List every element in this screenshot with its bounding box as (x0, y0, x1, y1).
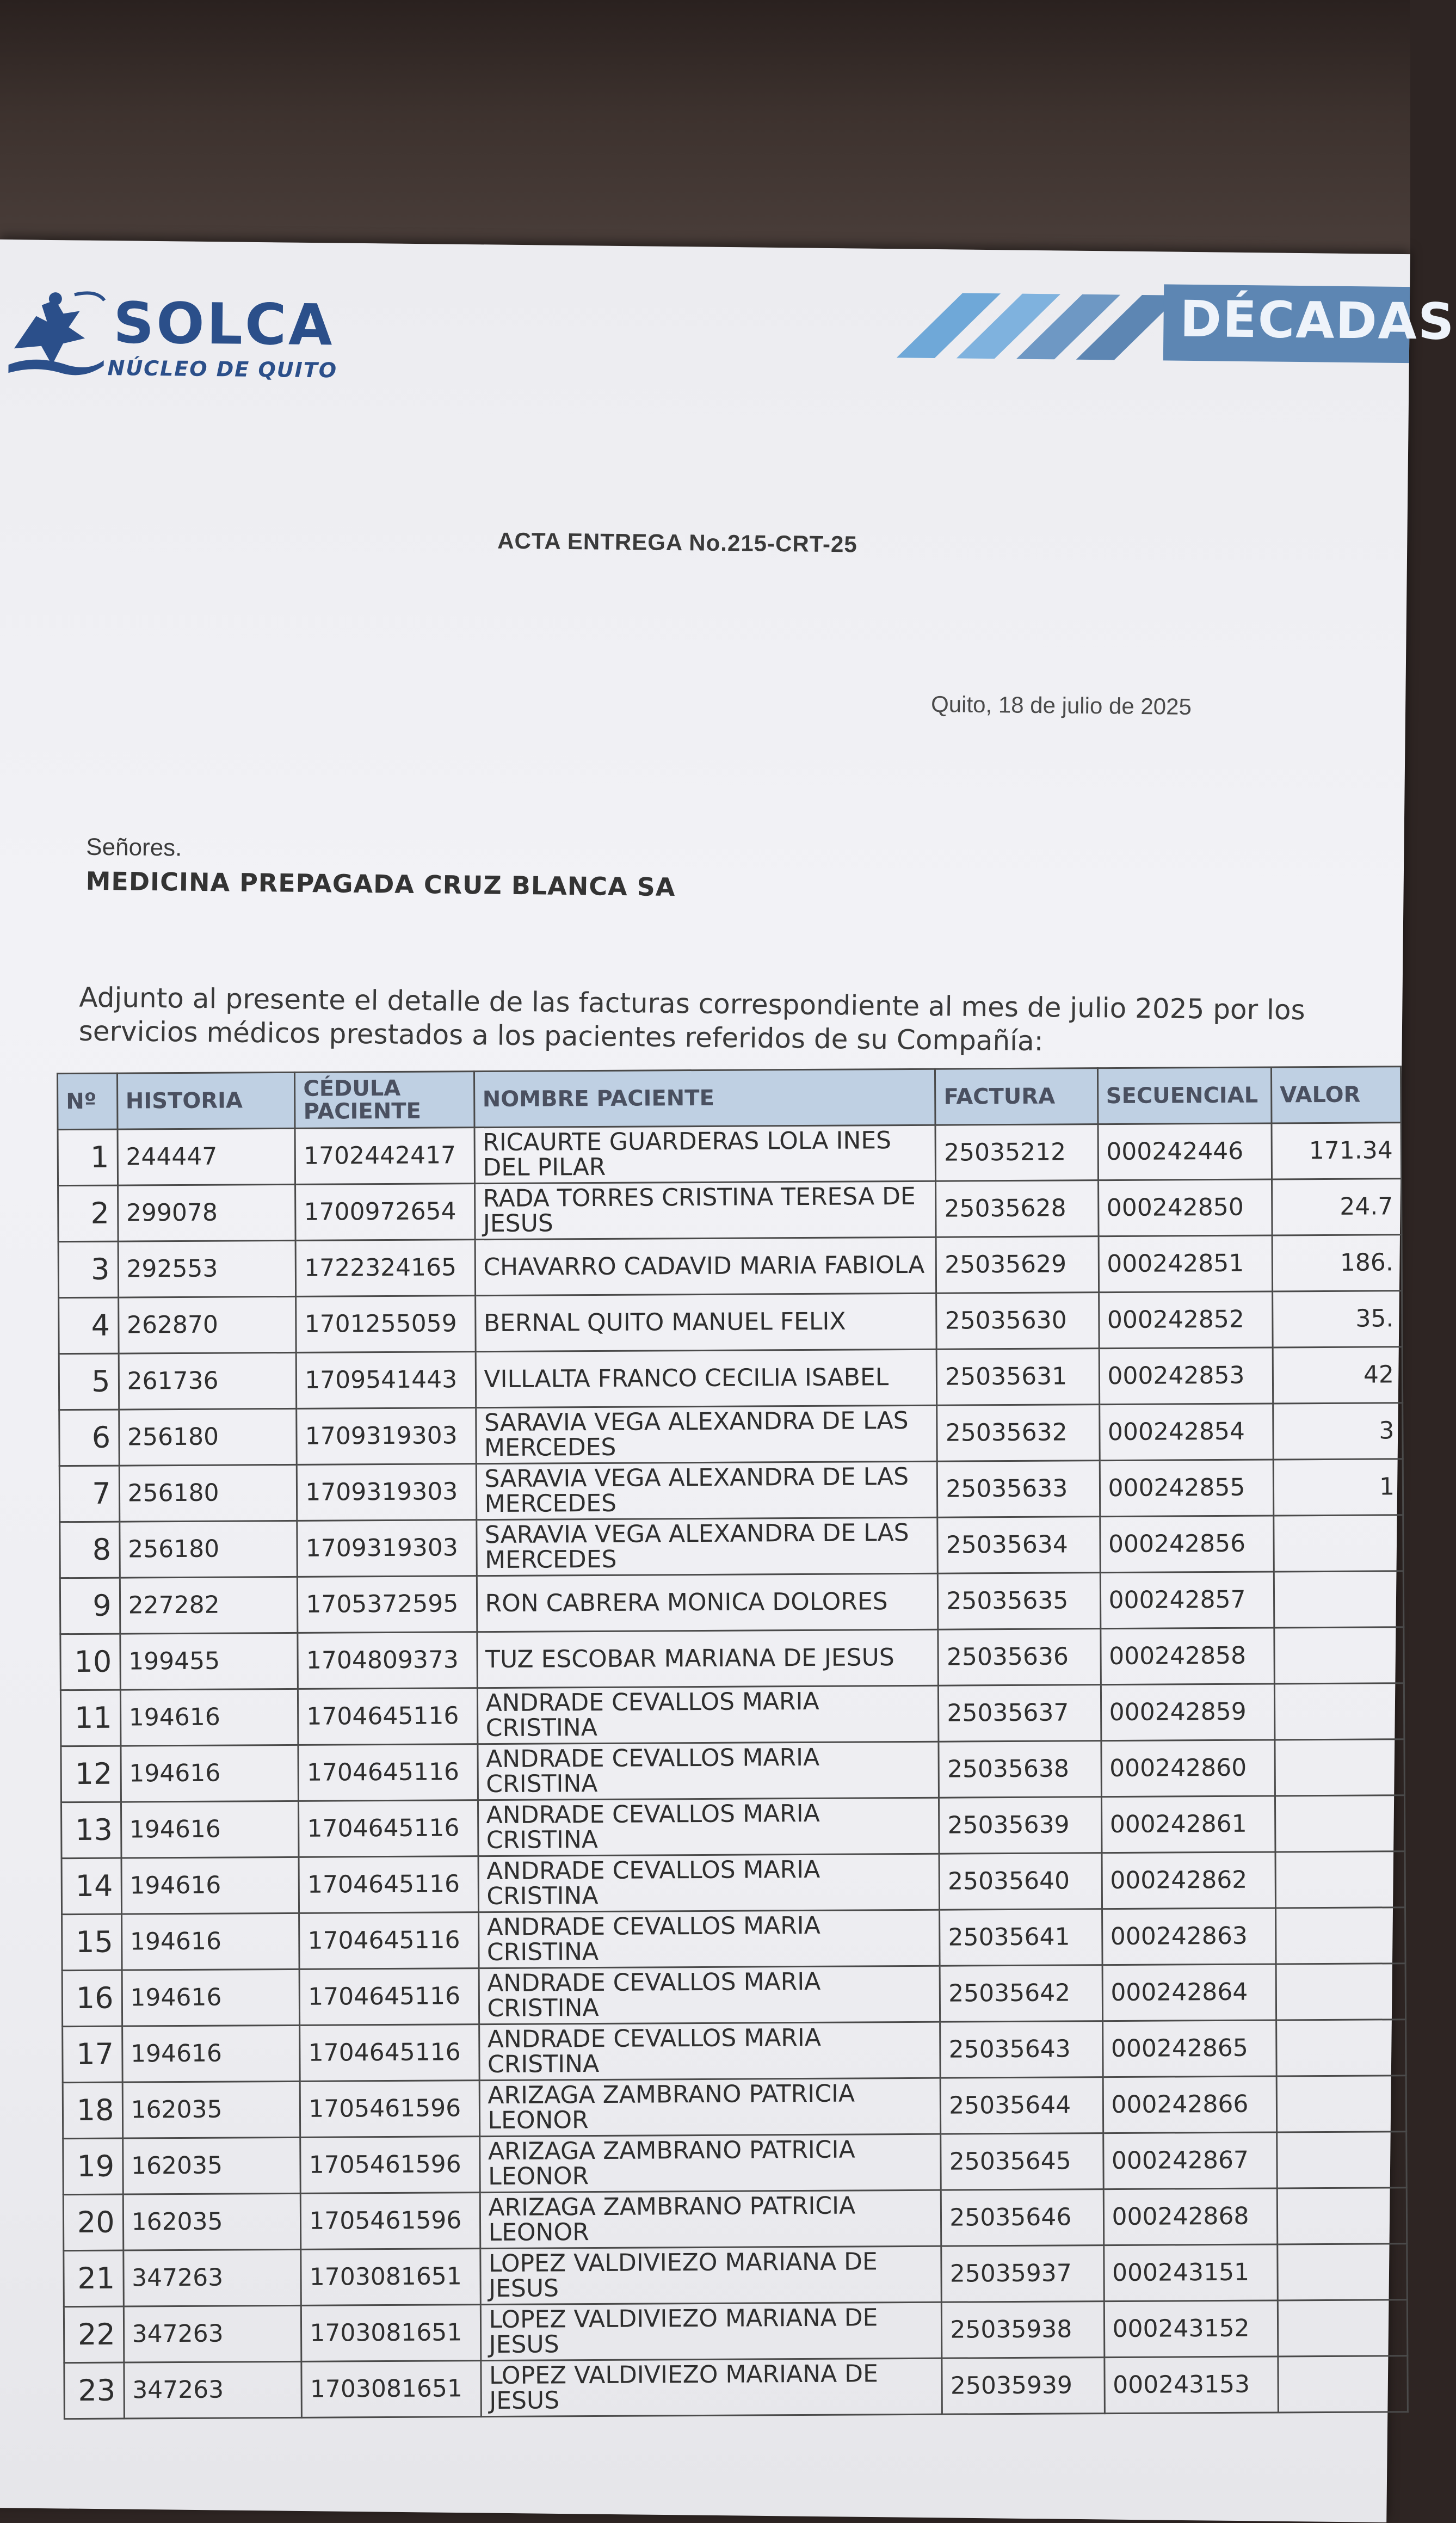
table-row (60, 1683, 1404, 1746)
cell-factura: 25035628 (936, 1180, 1099, 1238)
cell-secuencial: 000242863 (1102, 1908, 1276, 1965)
cell-num: 13 (61, 1802, 121, 1859)
cell-historia: 244447 (118, 1128, 295, 1185)
cell-cedula: 1705461596 (300, 2081, 479, 2138)
recipient: MEDICINA PREPAGADA CRUZ BLANCA SA (85, 866, 676, 902)
cell-cedula: 1705461596 (300, 2137, 480, 2194)
cell-cedula: 1704645116 (299, 1800, 478, 1857)
cell-secuencial: 000242446 (1098, 1123, 1272, 1180)
cell-cedula: 1702442417 (295, 1128, 474, 1185)
cell-valor (1276, 2020, 1406, 2076)
cell-nombre: VILLALTA FRANCO CECILIA ISABEL (476, 1349, 937, 1407)
cell-factura: 25035638 (939, 1741, 1101, 1798)
table-row (61, 1795, 1405, 1859)
table-row (58, 1235, 1402, 1298)
cell-secuencial: 000242853 (1099, 1347, 1273, 1405)
cell-cedula: 1704645116 (298, 1744, 478, 1801)
cell-historia: 347263 (124, 2361, 301, 2419)
header-num: Nº (57, 1073, 117, 1130)
cell-num: 9 (60, 1578, 120, 1634)
cell-historia: 194616 (122, 2025, 300, 2082)
header-nombre: NOMBRE PACIENTE (474, 1069, 935, 1127)
cell-historia: 194616 (120, 1689, 298, 1746)
header-secuencial: SECUENCIAL (1097, 1067, 1272, 1124)
cell-secuencial: 000242857 (1100, 1572, 1274, 1629)
decadas-banner (897, 281, 1455, 368)
cell-valor: 186. (1272, 1235, 1402, 1291)
cell-factura: 25035939 (942, 2358, 1105, 2415)
cell-historia: 261736 (119, 1352, 297, 1410)
cell-historia: 256180 (119, 1521, 297, 1578)
cell-nombre: ANDRADE CEVALLOS MARIA CRISTINA (478, 1798, 939, 1856)
cell-factura: 25035632 (937, 1405, 1100, 1462)
cell-historia: 162035 (122, 2137, 300, 2194)
cell-num: 20 (63, 2194, 123, 2251)
cell-secuencial: 000242860 (1101, 1740, 1275, 1797)
cell-factura: 25035938 (942, 2302, 1105, 2359)
cell-valor: 3 (1273, 1403, 1403, 1460)
cell-secuencial: 000242862 (1102, 1852, 1276, 1909)
cell-valor (1274, 1515, 1403, 1572)
cell-valor (1275, 1683, 1404, 1740)
intro-paragraph: Adjunto al presente el detalle de las facturas correspondiente al mes de julio 2025 por los servicios médicos prestados a los pacientes referidos de su Compañía: (78, 981, 1305, 1057)
cell-factura: 25035641 (940, 1909, 1102, 1966)
cell-historia: 256180 (119, 1408, 297, 1466)
invoice-table-wrap (57, 1066, 1409, 2420)
cell-num: 15 (62, 1914, 122, 1971)
invoice-table (57, 1066, 1409, 2420)
cell-valor (1274, 1571, 1403, 1628)
decadas-label: DÉCADAS (1180, 290, 1455, 352)
cell-factura: 25035635 (938, 1573, 1101, 1630)
table-row (60, 1571, 1404, 1634)
table-row (59, 1459, 1403, 1522)
cell-nombre: ANDRADE CEVALLOS MARIA CRISTINA (478, 1854, 940, 1912)
cell-nombre: SARAVIA VEGA ALEXANDRA DE LAS MERCEDES (476, 1405, 937, 1463)
table-row (60, 1627, 1404, 1690)
cell-num: 16 (62, 1970, 122, 2027)
cell-cedula: 1704645116 (300, 2024, 479, 2082)
cell-cedula: 1700972654 (295, 1184, 475, 1241)
org-subtitle: NÚCLEO DE QUITO (107, 356, 338, 383)
cell-num: 22 (64, 2306, 124, 2363)
cell-nombre: ANDRADE CEVALLOS MARIA CRISTINA (477, 1685, 939, 1744)
cell-nombre: ARIZAGA ZAMBRANO PATRICIA LEONOR (479, 2078, 941, 2136)
table-row (64, 2244, 1408, 2307)
cell-num: 23 (64, 2362, 124, 2419)
solca-logo (0, 283, 380, 396)
cell-nombre: SARAVIA VEGA ALEXANDRA DE LAS MERCEDES (476, 1461, 937, 1519)
table-row (62, 1964, 1406, 2027)
cell-num: 5 (59, 1353, 119, 1410)
cell-factura: 25035642 (940, 1965, 1102, 2022)
cell-factura: 25035631 (936, 1349, 1099, 1406)
cell-cedula: 1709319303 (297, 1520, 477, 1577)
cell-num: 1 (58, 1129, 118, 1186)
cell-num: 7 (59, 1466, 119, 1522)
cell-secuencial: 000242856 (1100, 1516, 1274, 1573)
cell-cedula: 1703081651 (301, 2361, 481, 2418)
cell-historia: 292553 (118, 1240, 296, 1297)
cell-nombre: CHAVARRO CADAVID MARIA FABIOLA (475, 1237, 936, 1295)
cell-cedula: 1701255059 (296, 1296, 476, 1353)
cell-num: 14 (61, 1858, 121, 1915)
cell-cedula: 1705372595 (298, 1576, 477, 1633)
cell-nombre: RICAURTE GUARDERAS LOLA INES DEL PILAR (474, 1125, 936, 1183)
cell-num: 18 (63, 2082, 122, 2139)
table-header-row (57, 1067, 1401, 1130)
cell-factura: 25035636 (938, 1629, 1101, 1686)
cell-factura: 25035639 (939, 1797, 1102, 1854)
cell-nombre: LOPEZ VALDIVIEZO MARIANA DE JESUS (480, 2246, 941, 2304)
cell-cedula: 1703081651 (301, 2249, 480, 2306)
cell-cedula: 1704645116 (298, 1688, 478, 1745)
cell-historia: 227282 (120, 1577, 298, 1634)
table-row (59, 1403, 1403, 1466)
cell-cedula: 1704809373 (298, 1632, 477, 1689)
cell-secuencial: 000242852 (1099, 1291, 1273, 1349)
cell-num: 3 (58, 1241, 118, 1298)
table-row (63, 2132, 1407, 2195)
header-valor: VALOR (1272, 1067, 1401, 1123)
cell-nombre: ANDRADE CEVALLOS MARIA CRISTINA (479, 2022, 940, 2080)
cell-secuencial: 000242854 (1099, 1404, 1273, 1461)
cell-valor (1276, 1964, 1405, 2020)
cell-valor (1278, 2300, 1407, 2356)
cell-historia: 194616 (121, 1745, 299, 1802)
cell-factura: 25035629 (936, 1236, 1099, 1294)
cell-nombre: ANDRADE CEVALLOS MARIA CRISTINA (478, 1910, 940, 1968)
cell-factura: 25035937 (941, 2245, 1104, 2303)
cell-num: 21 (64, 2250, 124, 2307)
cell-secuencial: 000242864 (1102, 1964, 1276, 2021)
table-row (59, 1347, 1403, 1410)
cell-cedula: 1705461596 (301, 2193, 480, 2250)
cell-nombre: SARAVIA VEGA ALEXANDRA DE LAS MERCEDES (476, 1517, 937, 1576)
cell-nombre: ARIZAGA ZAMBRANO PATRICIA LEONOR (479, 2134, 941, 2192)
cell-cedula: 1709541443 (296, 1352, 476, 1409)
cell-valor (1274, 1627, 1404, 1684)
desk-background (0, 0, 1410, 256)
table-row (64, 2356, 1408, 2419)
header-cedula: CÉDULA PACIENTE (295, 1072, 474, 1129)
cell-secuencial: 000243151 (1103, 2244, 1278, 2302)
cell-secuencial: 000242868 (1103, 2188, 1278, 2245)
org-name: SOLCA (113, 290, 335, 359)
cell-valor: 35. (1273, 1291, 1402, 1347)
cell-factura: 25035646 (941, 2189, 1104, 2247)
document-page (0, 239, 1455, 2522)
cell-historia: 194616 (121, 1801, 299, 1858)
cell-valor: 1 (1273, 1459, 1403, 1516)
cell-valor (1277, 2188, 1406, 2244)
stripes-graphic (897, 281, 1181, 366)
cell-factura: 25035212 (935, 1124, 1098, 1181)
table-row (59, 1291, 1403, 1354)
cell-historia: 262870 (118, 1296, 296, 1353)
cell-valor (1276, 2076, 1406, 2132)
cell-num: 10 (60, 1634, 120, 1690)
cell-factura: 25035630 (936, 1293, 1099, 1350)
cell-nombre: TUZ ESCOBAR MARIANA DE JESUS (477, 1629, 938, 1688)
table-row (62, 1907, 1406, 1971)
cell-nombre: RON CABRERA MONICA DOLORES (477, 1573, 938, 1632)
cell-secuencial: 000243152 (1104, 2300, 1278, 2358)
cell-num: 4 (59, 1297, 119, 1354)
cell-num: 2 (58, 1185, 118, 1242)
cell-valor (1275, 1795, 1405, 1852)
cell-secuencial: 000242867 (1103, 2132, 1277, 2189)
cell-num: 11 (60, 1690, 120, 1746)
cell-historia: 199455 (120, 1633, 298, 1690)
cell-secuencial: 000242855 (1100, 1460, 1274, 1517)
cell-historia: 347263 (124, 2305, 301, 2362)
cell-factura: 25035634 (937, 1517, 1100, 1574)
cell-cedula: 1722324165 (295, 1240, 475, 1297)
document-title: ACTA ENTREGA No.215-CRT-25 (497, 527, 857, 557)
cell-historia: 194616 (121, 1857, 299, 1914)
cell-factura: 25035640 (939, 1853, 1102, 1910)
cell-valor: 42 (1273, 1347, 1402, 1404)
cell-historia: 347263 (123, 2249, 301, 2306)
cell-factura: 25035645 (941, 2133, 1103, 2190)
cell-historia: 299078 (118, 1184, 295, 1241)
table-row (60, 1515, 1404, 1578)
table-body (58, 1123, 1408, 2419)
table-row (64, 2300, 1408, 2363)
cell-secuencial: 000242858 (1100, 1628, 1274, 1685)
cell-nombre: BERNAL QUITO MANUEL FELIX (475, 1293, 936, 1351)
cell-historia: 194616 (121, 1913, 299, 1970)
cell-factura: 25035633 (937, 1461, 1100, 1518)
table-row (63, 2020, 1406, 2083)
cell-nombre: LOPEZ VALDIVIEZO MARIANA DE JESUS (480, 2302, 942, 2360)
cell-factura: 25035644 (940, 2077, 1103, 2134)
table-row (58, 1123, 1402, 1186)
cell-nombre: LOPEZ VALDIVIEZO MARIANA DE JESUS (480, 2358, 942, 2416)
header-historia: HISTORIA (117, 1072, 295, 1129)
cell-cedula: 1709319303 (297, 1408, 476, 1465)
cell-valor (1275, 1739, 1404, 1796)
cell-valor (1278, 2356, 1408, 2413)
cell-cedula: 1704645116 (299, 1856, 478, 1913)
cell-cedula: 1704645116 (299, 1912, 479, 1970)
cell-cedula: 1704645116 (299, 1968, 479, 2026)
cell-factura: 25035643 (940, 2021, 1103, 2078)
salutation: Señores. (86, 833, 182, 861)
cell-valor (1276, 1907, 1405, 1964)
table-row (63, 2188, 1407, 2251)
table-row (58, 1179, 1402, 1242)
cell-historia: 194616 (122, 1969, 300, 2026)
table-row (61, 1851, 1405, 1915)
cell-valor (1277, 2132, 1406, 2188)
table-row (61, 1739, 1405, 1802)
cell-num: 17 (63, 2026, 122, 2083)
cell-nombre: ANDRADE CEVALLOS MARIA CRISTINA (479, 1966, 940, 2024)
cell-cedula: 1703081651 (301, 2305, 481, 2362)
cell-num: 19 (63, 2138, 123, 2195)
cell-secuencial: 000242866 (1103, 2076, 1277, 2133)
cell-num: 8 (60, 1522, 120, 1578)
cell-secuencial: 000242851 (1099, 1235, 1273, 1293)
cell-valor (1278, 2244, 1407, 2300)
cell-nombre: ANDRADE CEVALLOS MARIA CRISTINA (477, 1742, 939, 1800)
header-factura: FACTURA (935, 1068, 1098, 1125)
table-row (63, 2076, 1406, 2139)
cell-num: 12 (61, 1746, 121, 1802)
document-date: Quito, 18 de julio de 2025 (930, 691, 1192, 719)
cell-secuencial: 000242850 (1098, 1179, 1272, 1236)
cell-secuencial: 000242859 (1101, 1684, 1275, 1741)
cell-valor (1275, 1851, 1405, 1908)
cell-valor: 171.34 (1272, 1123, 1401, 1179)
cell-secuencial: 000242861 (1101, 1796, 1275, 1853)
cell-secuencial: 000243153 (1104, 2356, 1278, 2414)
cell-historia: 256180 (119, 1464, 297, 1522)
cell-historia: 162035 (123, 2193, 301, 2250)
cell-secuencial: 000242865 (1102, 2020, 1276, 2077)
cell-historia: 162035 (122, 2081, 300, 2138)
cell-cedula: 1709319303 (297, 1464, 477, 1521)
cell-valor: 24.7 (1272, 1179, 1402, 1235)
cell-nombre: RADA TORRES CRISTINA TERESA DE JESUS (474, 1181, 936, 1239)
cell-nombre: ARIZAGA ZAMBRANO PATRICIA LEONOR (480, 2190, 941, 2248)
solca-emblem-icon (3, 283, 107, 387)
cell-factura: 25035637 (939, 1685, 1101, 1742)
cell-num: 6 (59, 1410, 119, 1466)
